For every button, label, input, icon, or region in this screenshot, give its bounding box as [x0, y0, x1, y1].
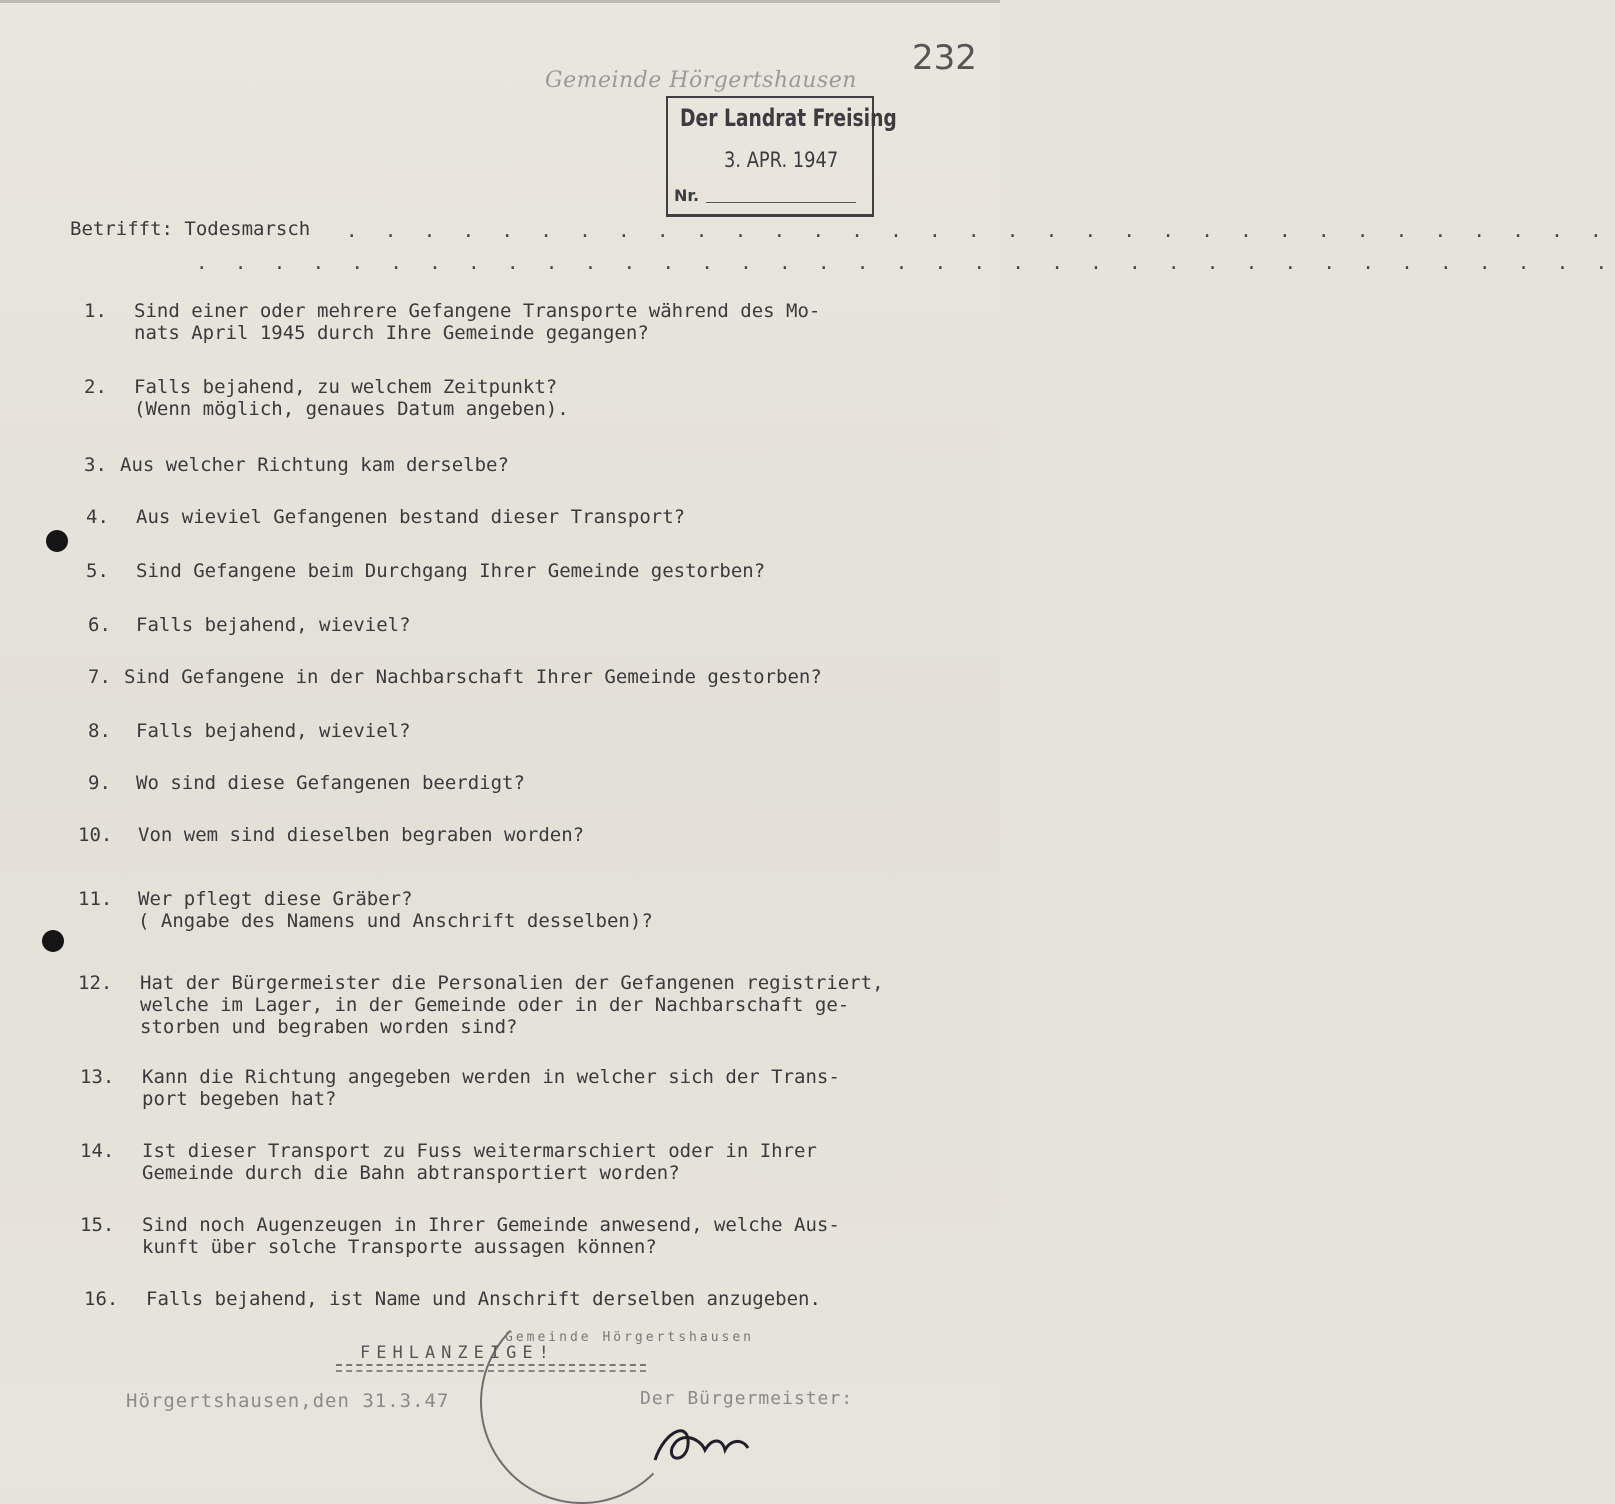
question-text: [138, 888, 653, 932]
question-text-line: Aus welcher Richtung kam derselbe?: [120, 454, 509, 476]
question-number: 5.: [86, 560, 109, 582]
subject-line: [70, 218, 310, 240]
question-number: 16.: [84, 1288, 119, 1310]
question-text-line: Hat der Bürgermeister die Personalien der Gefangenen registriert,: [140, 972, 884, 994]
question-number: 6.: [88, 614, 111, 636]
question-text-line: Sind noch Augenzeugen in Ihrer Gemeinde anwesend, welche Aus-: [142, 1214, 840, 1236]
stamp-nr-label: Nr.: [674, 186, 700, 205]
question-text-line: Falls bejahend, zu welchem Zeitpunkt?: [134, 376, 558, 398]
question-text-line: welche im Lager, in der Gemeinde oder in der Nachbarschaft ge-: [140, 994, 850, 1016]
question-text: [136, 772, 525, 794]
question-number: 8.: [88, 720, 111, 742]
page-top-edge: [0, 0, 1000, 3]
question-text-line: Aus wieviel Gefangenen bestand dieser Transport?: [136, 506, 686, 528]
question-text-line: ( Angabe des Namens und Anschrift desselben)?: [138, 910, 653, 932]
question-text-line: Sind einer oder mehrere Gefangene Transporte während des Mo-: [134, 300, 821, 322]
question-text: [142, 1214, 840, 1258]
subject-dots: . . . . . . . . . . . . . . . . . . . . . . . . . . . . . . . . .: [346, 220, 1610, 242]
question-number: 15.: [80, 1214, 115, 1236]
question-text-line: Ist dieser Transport zu Fuss weitermarschiert oder in Ihrer: [142, 1140, 817, 1162]
question-text-line: Falls bejahend, ist Name und Anschrift derselben anzugeben.: [146, 1288, 821, 1310]
punch-hole: [42, 930, 64, 952]
page-number: 232: [912, 38, 977, 78]
question-text-line: storben und begraben worden sind?: [140, 1016, 518, 1038]
question-text: [136, 614, 411, 636]
question-number: 11.: [78, 888, 113, 910]
question-text-line: (Wenn möglich, genaues Datum angeben).: [134, 398, 569, 420]
question-text: [134, 300, 820, 344]
question-text-line: port begeben hat?: [142, 1088, 337, 1110]
question-number: 10.: [78, 824, 113, 846]
question-number: 7.: [88, 666, 111, 688]
question-text-line: Kann die Richtung angegeben werden in welcher sich der Trans-: [142, 1066, 840, 1088]
question-text-line: Gemeinde durch die Bahn abtransportiert worden?: [142, 1162, 680, 1184]
question-text: [136, 720, 411, 742]
question-number: 14.: [80, 1140, 115, 1162]
place-date: Hörgertshausen,den 31.3.47: [126, 1390, 450, 1412]
subject-label: Betrifft:: [70, 218, 173, 240]
question-text-line: Wo sind diese Gefangenen beerdigt?: [136, 772, 525, 794]
answer-underline-2: [336, 1370, 646, 1372]
question-text-line: Falls bejahend, wieviel?: [136, 720, 411, 742]
question-number: 3.: [84, 454, 107, 476]
mayor-label: Der Bürgermeister:: [640, 1388, 854, 1409]
question-text: [142, 1140, 817, 1184]
question-number: 4.: [86, 506, 109, 528]
question-number: 13.: [80, 1066, 115, 1088]
question-text-line: kunft über solche Transporte aussagen können?: [142, 1236, 657, 1258]
stamp-title: Der Landrat Freising: [680, 104, 897, 132]
question-text: [142, 1066, 840, 1110]
question-text-line: Sind Gefangene in der Nachbarschaft Ihrer Gemeinde gestorben?: [124, 666, 822, 688]
gemeinde-header-stamp: Gemeinde Hörgertshausen: [545, 68, 857, 93]
question-text: [146, 1288, 821, 1310]
question-text: [136, 560, 765, 582]
stamp-nr-line: [706, 202, 856, 203]
answer-underline: [336, 1364, 646, 1366]
punch-hole: [46, 530, 68, 552]
question-number: 12.: [78, 972, 113, 994]
question-text: [124, 666, 822, 688]
subject-value: Todesmarsch: [184, 218, 311, 240]
question-text: [136, 506, 685, 528]
question-text: [140, 972, 884, 1038]
stamp-date: 3. APR. 1947: [724, 148, 839, 172]
question-text: [138, 824, 584, 846]
question-text-line: nats April 1945 durch Ihre Gemeinde gegangen?: [134, 322, 649, 344]
seal-text: Gemeinde Hörgertshausen: [505, 1330, 755, 1345]
question-text-line: Falls bejahend, wieviel?: [136, 614, 411, 636]
question-text-line: Wer pflegt diese Gräber?: [138, 888, 413, 910]
question-number: 1.: [84, 300, 107, 322]
question-text: [134, 376, 569, 420]
receipt-stamp: [666, 96, 897, 217]
question-text: [120, 454, 509, 476]
answer-fehlanzeige: FEHLANZEIGE!: [360, 1343, 555, 1363]
question-text-line: Sind Gefangene beim Durchgang Ihrer Gemeinde gestorben?: [136, 560, 766, 582]
question-number: 9.: [88, 772, 111, 794]
question-text-line: Von wem sind dieselben begraben worden?: [138, 824, 585, 846]
question-number: 2.: [84, 376, 107, 398]
subject-dots-line-2: . . . . . . . . . . . . . . . . . . . . . . . . . . . . . . . . . . . . .: [196, 252, 1615, 274]
